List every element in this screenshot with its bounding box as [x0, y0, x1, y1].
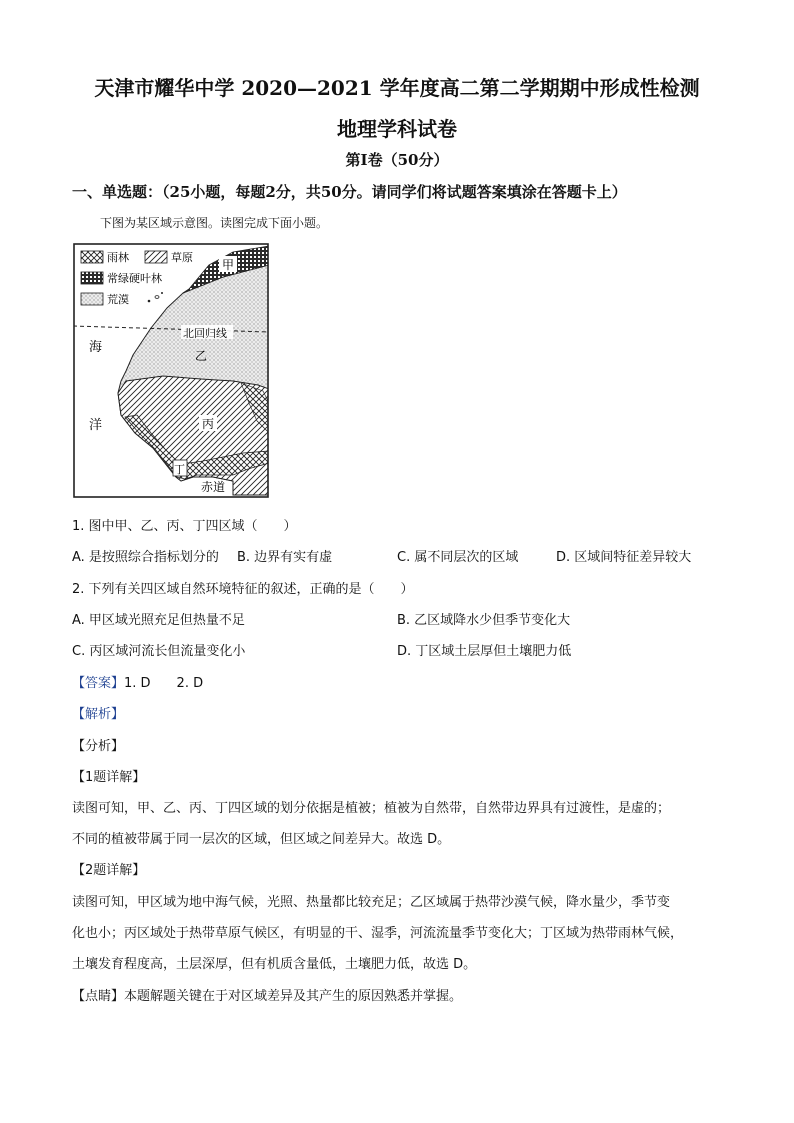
exam-subtitle: 地理学科试卷	[337, 117, 457, 141]
answer-label: 【答案】	[72, 676, 125, 691]
region-jia-label: 甲	[222, 258, 235, 272]
question-1-option-b: B. 边界有实有虚	[237, 550, 333, 565]
q2-detail-label: 【2题详解】	[72, 863, 146, 878]
section-heading: 一、单选题：（25小题，每题2分，共50分。请同学们将试题答案填涂在答题卡上）	[72, 183, 627, 201]
question-2-option-a: A. 甲区域光照充足但热量不足	[72, 613, 245, 628]
dianjing-text: 本题解题关键在于对区域差异及其产生的原因熟悉并掌握。	[124, 989, 463, 1004]
region-bing-label: 丙	[202, 417, 215, 431]
q2-detail-line-3: 土壤发育程度高，土层深厚，但有机质含量低，土壤肥力低，故选 D。	[72, 957, 477, 972]
question-intro: 下图为某区域示意图。读图完成下面小题。	[100, 216, 329, 230]
legend-grassland-label: 草原	[171, 251, 193, 264]
exam-title: 天津市耀华中学 2020—2021 学年度高二第二学期期中形成性检测	[94, 76, 700, 100]
answer-line	[72, 672, 203, 691]
volume-heading: 第Ⅰ卷（50分）	[345, 151, 449, 169]
question-1-stem: 1. 图中甲、乙、丙、丁四区域（ ）	[72, 519, 297, 534]
q2-detail-line-1: 读图可知，甲区域为地中海气候，光照、热量都比较充足；乙区域属于热带沙漠气候，降水量少，季节变	[72, 895, 671, 910]
question-2-option-d: D. 丁区域土层厚但土壤肥力低	[397, 644, 572, 659]
region-ding-label: 丁	[174, 463, 185, 476]
fenxi-label: 【分析】	[72, 739, 125, 754]
region-map	[73, 243, 269, 498]
legend-rainforest-swatch	[81, 251, 103, 263]
question-2-option-c: C. 丙区域河流长但流量变化小	[72, 644, 246, 659]
legend-desert-swatch	[81, 293, 103, 305]
legend-desert-label: 荒漠	[107, 293, 129, 306]
q1-detail-line-1: 读图可知，甲、乙、丙、丁四区域的划分依据是植被；植被为自然带，自然带边界具有过渡性，是虚的；	[72, 801, 671, 816]
legend-grassland-swatch	[145, 251, 167, 263]
q1-detail-label: 【1题详解】	[72, 770, 146, 785]
legend-evergreen-label: 常绿硬叶林	[107, 272, 162, 285]
q1-detail-line-2: 不同的植被带属于同一层次的区域，但区域之间差异大。故选 D。	[72, 832, 451, 847]
equator-label: 赤道	[201, 480, 226, 494]
question-2-option-b: B. 乙区域降水少但季节变化大	[397, 613, 571, 628]
q2-detail-line-2: 化也小；丙区域处于热带草原气候区，有明显的干、湿季，河流流量季节变化大；丁区域为热带雨林气候，	[72, 926, 684, 941]
question-2-stem: 2. 下列有关四区域自然环境特征的叙述，正确的是（ ）	[72, 582, 414, 597]
ocean-label: 洋	[89, 418, 103, 433]
tropic-label: 北回归线	[183, 327, 227, 340]
legend-rainforest-label: 雨林	[107, 251, 129, 264]
dianjing-line	[72, 985, 462, 1004]
legend-evergreen-swatch	[81, 272, 103, 284]
dianjing-label: 【点睛】	[72, 989, 125, 1004]
question-1-option-d: D. 区域间特征差异较大	[556, 550, 692, 565]
question-1-option-c: C. 属不同层次的区域	[397, 550, 519, 565]
answer-text: 1. D 2. D	[124, 676, 204, 691]
sea-label: 海	[89, 340, 103, 355]
question-1-option-a: A. 是按照综合指标划分的	[72, 550, 219, 565]
region-yi-label: 乙	[195, 349, 208, 363]
analysis-label: 【解析】	[72, 707, 125, 722]
